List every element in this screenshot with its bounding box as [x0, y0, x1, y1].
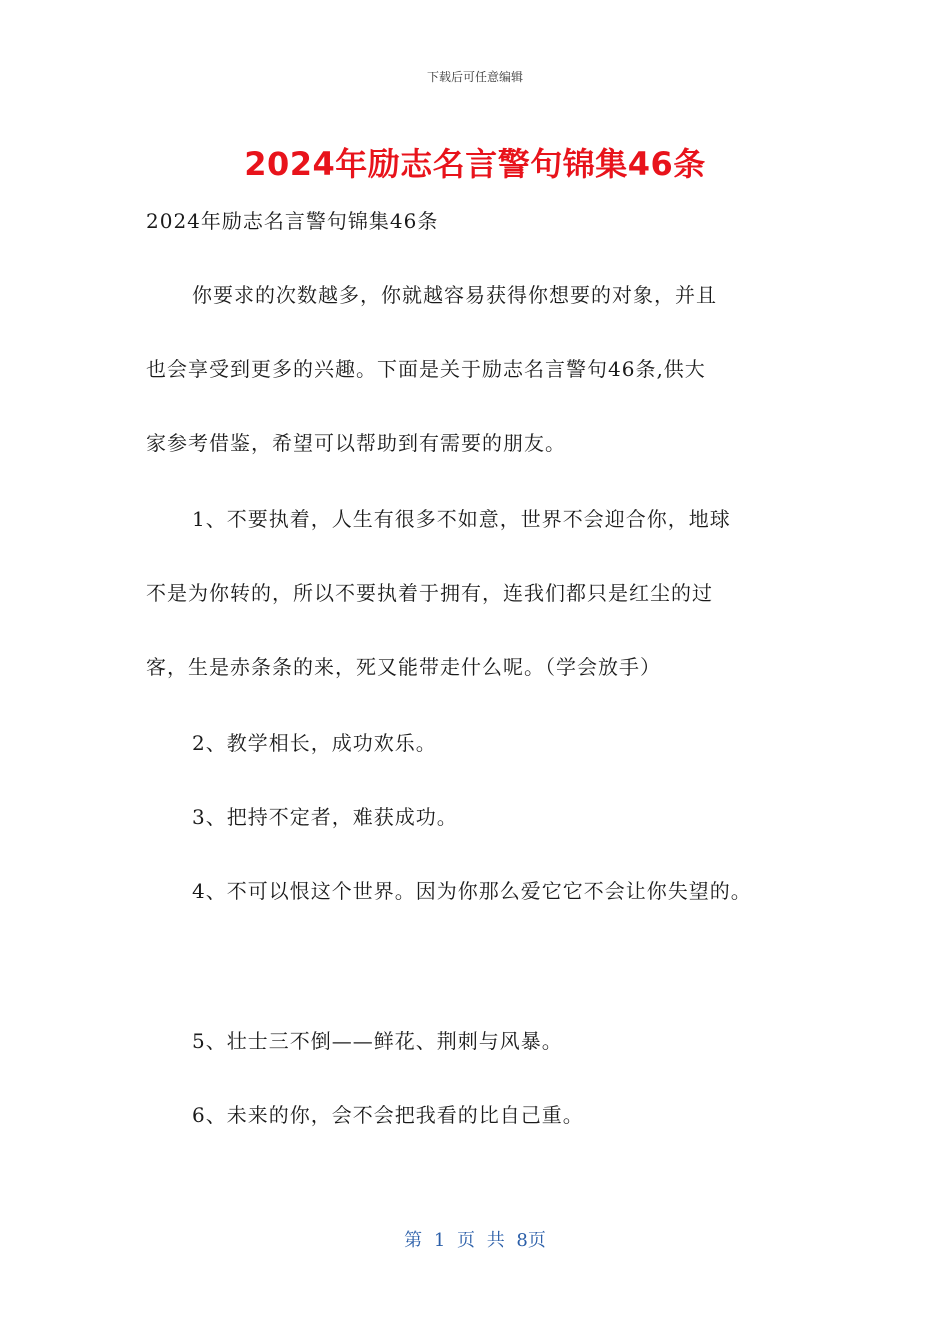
item-6: 6、未来的你，会不会把我看的比自己重。 — [192, 1103, 584, 1127]
item-2: 2、教学相长，成功欢乐。 — [192, 731, 437, 755]
item-3: 3、把持不定者，难获成功。 — [192, 805, 458, 829]
item-1-line-3: 客，生是赤条条的来，死又能带走什么呢。（学会放手） — [146, 655, 661, 679]
intro-line-2: 也会享受到更多的兴趣。下面是关于励志名言警句46条,供大 — [146, 357, 706, 381]
intro-line-1: 你要求的次数越多，你就越容易获得你想要的对象，并且 — [192, 283, 717, 307]
item-5: 5、壮士三不倒——鲜花、荆刺与风暴。 — [192, 1029, 563, 1053]
intro-line-3: 家参考借鉴，希望可以帮助到有需要的朋友。 — [146, 431, 566, 455]
item-1-line-1: 1、不要执着，人生有很多不如意，世界不会迎合你，地球 — [192, 507, 731, 531]
item-1-line-2: 不是为你转的，所以不要执着于拥有，连我们都只是红尘的过 — [146, 581, 713, 605]
header-note: 下载后可任意编辑 — [426, 70, 523, 84]
item-4: 4、不可以恨这个世界。因为你那么爱它它不会让你失望的。 — [192, 879, 752, 903]
page-footer: 第 1 页 共 8页 — [404, 1230, 546, 1251]
document-subtitle: 2024年励志名言警句锦集46条 — [146, 209, 439, 233]
document-title: 2024年励志名言警句锦集46条 — [244, 145, 706, 183]
